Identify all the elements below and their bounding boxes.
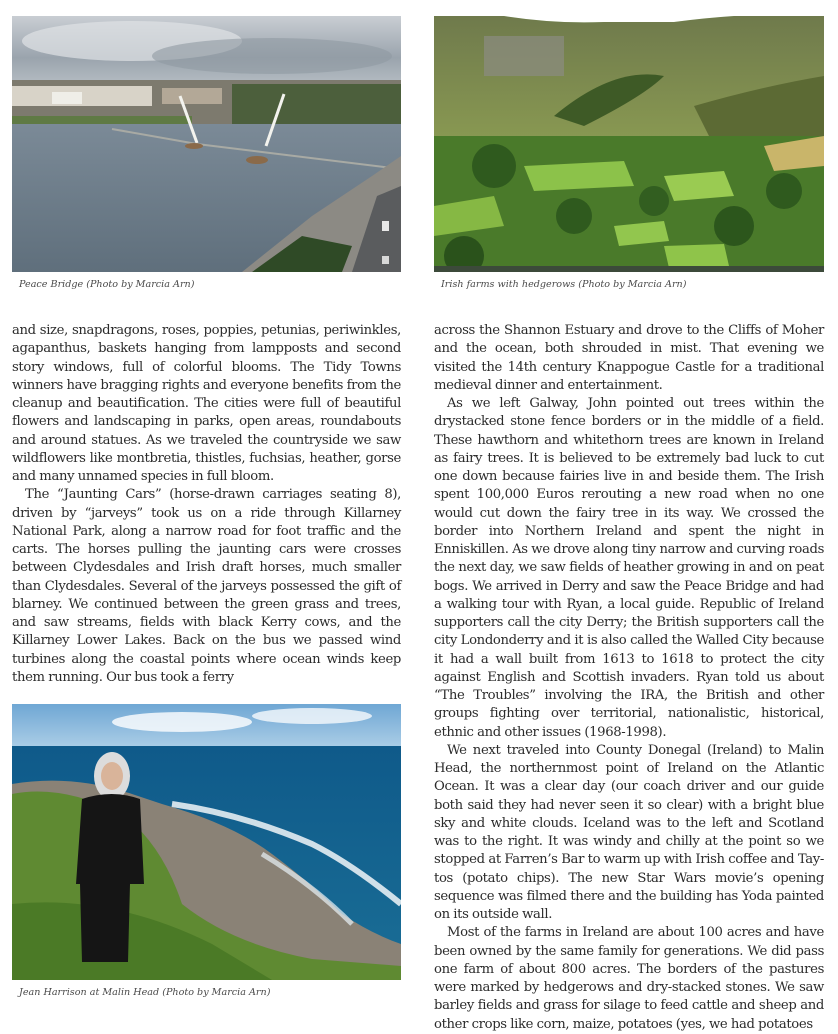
malin-head-caption: Jean Harrison at Malin Head (Photo by Marcia Arn) — [19, 987, 271, 998]
paragraph: The “Jaunting Cars” (horse-drawn carriages seating 8), driven by “jarveys” took us on a ride through Killarney National Park, along a narrow road for foot traffic and the carts. The horses pulling the jaunting cars were crosses between Clydesdales and Irish draft horses, much smaller than Clydesdales. Several of the jarveys possessed the gift of blarney. We continued between the green grass and trees, and saw streams, fields with black Kerry cows, and the Killarney Lower Lakes. Back on the bus we passed wind turbines along the coastal points where ocean winds keep them running. Our bus took a ferry — [12, 487, 401, 685]
peace-bridge-photo — [12, 16, 401, 272]
malin-head-photo — [12, 704, 401, 980]
paragraph: and size, snapdragons, roses, poppies, petunias, periwinkles, agapanthus, baskets hanging from lampposts and second story windows, full of colorful blooms. The Tidy Towns winners have bragging rights and everyone benefits from the cleanup and beautification. The cities were full of beautiful flowers and landscaping in parks, open areas, roundabouts and around statues. As we traveled the countryside we saw wildflowers like montbretia, thistles, fuchsias, heather, gorse and many unnamed species in full bloom. — [12, 323, 401, 484]
irish-farms-caption: Irish farms with hedgerows (Photo by Marcia Arn) — [441, 279, 687, 290]
paragraph: Most of the farms in Ireland are about 100 acres and have been owned by the same family for generations. We did pass one farm of about 800 acres. The borders of the pastures were marked by hedgerows and dry-stacked stones. We saw barley fields and grass for silage to feed cattle and sheep and other crops like corn, maize, potatoes (yes, we had potatoes — [434, 925, 824, 1032]
article-left-column — [12, 322, 401, 687]
peace-bridge-caption: Peace Bridge (Photo by Marcia Arn) — [19, 279, 195, 290]
article-right-column — [434, 322, 824, 1034]
paragraph: As we left Galway, John pointed out trees within the drystacked stone fence borders or in the middle of a field. These hawthorn and whitethorn trees are known in Ireland as fairy trees. It is believed to be extremely bad luck to cut one down because fairies live in and beside them. The Irish spent 100,000 Euros rerouting a new road when no one would cut down the fairy tree in its way. We crossed the border into Northern Ireland and spent the night in Enniskillen. As we drove along tiny narrow and curving roads the next day, we saw fields of heather growing in and on peat bogs. We arrived in Derry and saw the Peace Bridge and had a walking tour with Ryan, a local guide. Republic of Ireland supporters call the city Derry; the British supporters call the city Londonderry and it is also called the Walled City because it had a wall built from 1613 to 1618 to protect the city against English and Scottish invaders. Ryan told us about “The Troubles” involving the IRA, the British and other groups fighting over territorial, nationalistic, historical, ethnic and other issues (1968-1998). — [434, 396, 824, 740]
paragraph: We next traveled into County Donegal (Ireland) to Malin Head, the northernmost point of Ireland on the Atlantic Ocean. It was a clear day (our coach driver and our guide both said they had never seen it so clear) with a bright blue sky and white clouds. Iceland was to the left and Scotland was to the right. It was windy and chilly at the point so we stopped at Farren’s Bar to warm up with Irish coffee and Tay-tos (potato chips). The new Star Wars movie’s opening sequence was filmed there and the building has Yoda painted on its outside wall. — [434, 742, 824, 922]
irish-farms-photo — [434, 16, 824, 272]
paragraph: across the Shannon Estuary and drove to the Cliffs of Moher and the ocean, both shrouded in mist. That evening we visited the 14th century Knappogue Castle for a traditional medieval dinner and entertainment. — [434, 323, 824, 393]
